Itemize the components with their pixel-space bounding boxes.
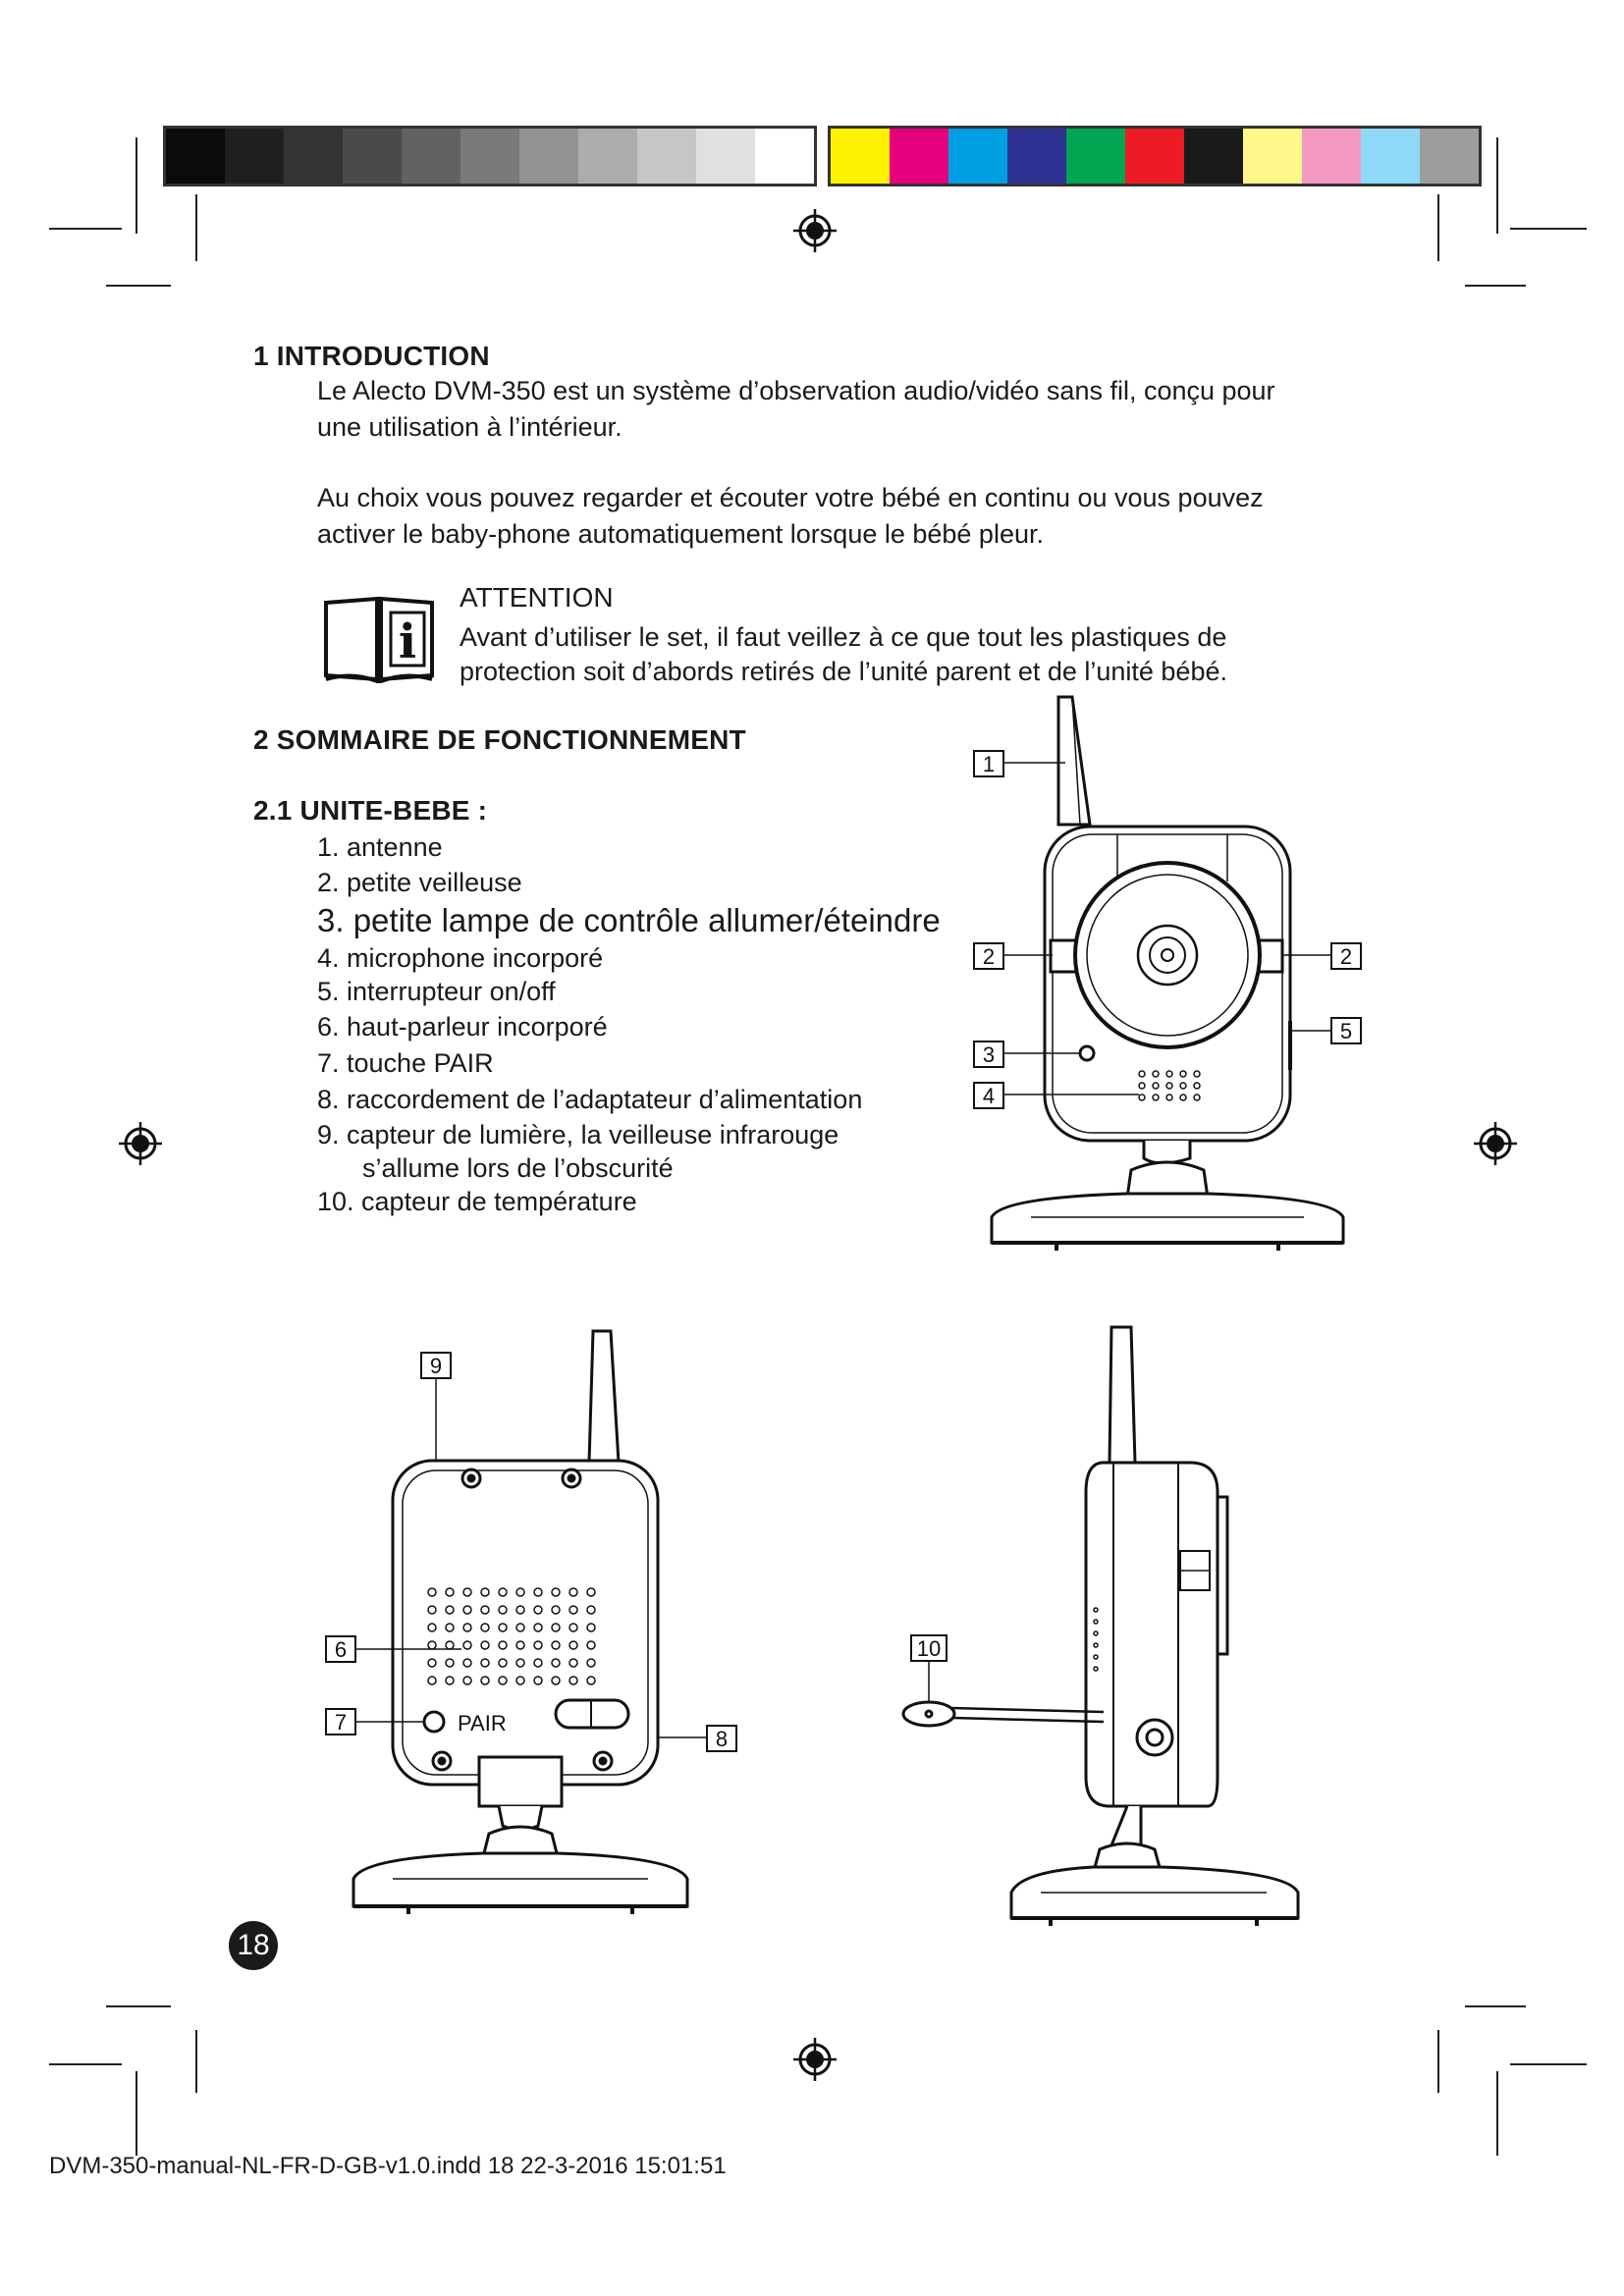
callout-label: 1 xyxy=(982,752,996,776)
callout-label: 4 xyxy=(982,1084,996,1108)
registration-mark-left xyxy=(116,1119,165,1168)
attention-text xyxy=(460,620,1343,689)
color-swatch xyxy=(1184,129,1243,184)
callout-label: 10 xyxy=(916,1636,942,1661)
callout-label: 2 xyxy=(982,944,996,969)
svg-text:i: i xyxy=(398,614,417,669)
list-item: 8. raccordement de l’adaptateur d’alimentation xyxy=(317,1085,863,1114)
process-color-bar xyxy=(828,126,1482,187)
color-swatch xyxy=(343,129,402,184)
color-swatch xyxy=(519,129,578,184)
callout-label: 8 xyxy=(715,1727,729,1751)
color-swatch xyxy=(402,129,460,184)
registration-mark-top xyxy=(790,206,839,255)
color-swatch xyxy=(890,129,948,184)
color-swatch xyxy=(696,129,755,184)
list-item: 4. microphone incorporé xyxy=(317,943,604,973)
color-swatch xyxy=(948,129,1007,184)
callout-label: 9 xyxy=(429,1354,443,1378)
text-line: Au choix vous pouvez regarder et écouter votre bébé en continu ou vous pouvez xyxy=(317,483,1264,512)
text-line: Avant d’utiliser le set, il faut veillez à ce que tout les plastiques de xyxy=(460,622,1227,652)
list-item: 10. capteur de température xyxy=(317,1187,637,1216)
pair-label: PAIR xyxy=(458,1711,507,1735)
camera-back-view-diagram xyxy=(314,1315,746,1924)
color-swatch xyxy=(1420,129,1479,184)
callout-label: 3 xyxy=(982,1042,996,1067)
page-number-badge: 18 xyxy=(229,1921,278,1970)
registration-mark-right xyxy=(1471,1119,1520,1168)
color-swatch xyxy=(1125,129,1184,184)
color-swatch xyxy=(755,129,814,184)
list-item: 6. haut-parleur incorporé xyxy=(317,1012,608,1041)
camera-side-view-diagram xyxy=(884,1315,1335,1944)
text-line: activer le baby-phone automatiquement lorsque le bébé pleur. xyxy=(317,519,1044,549)
text-line: Le Alecto DVM-350 est un système d’observation audio/vidéo sans fil, conçu pour xyxy=(317,376,1275,405)
registration-mark-bottom xyxy=(790,2035,839,2084)
color-swatch xyxy=(578,129,637,184)
color-swatch xyxy=(1302,129,1361,184)
list-item: 2. petite veilleuse xyxy=(317,868,522,897)
color-swatch xyxy=(460,129,519,184)
info-book-icon xyxy=(320,591,438,685)
section-heading-summary: 2 SOMMAIRE DE FONCTIONNEMENT xyxy=(253,724,746,755)
color-swatch xyxy=(1243,129,1302,184)
grayscale-color-bar xyxy=(163,126,817,187)
color-swatch xyxy=(225,129,284,184)
callout-label: 7 xyxy=(334,1710,348,1735)
color-swatch xyxy=(831,129,890,184)
camera-front-view-diagram xyxy=(962,687,1394,1306)
subsection-heading-baby-unit: 2.1 UNITE-BEBE : xyxy=(253,795,488,826)
list-item: 3. petite lampe de contrôle allumer/éteindre xyxy=(317,902,941,938)
intro-paragraph-2 xyxy=(317,480,1495,553)
text-line: une utilisation à l’intérieur. xyxy=(317,412,623,442)
color-swatch xyxy=(166,129,225,184)
color-swatch xyxy=(284,129,343,184)
intro-paragraph-1 xyxy=(317,373,1495,446)
color-swatch xyxy=(1007,129,1066,184)
section-heading-introduction: 1 INTRODUCTION xyxy=(253,341,490,371)
callout-label: 2 xyxy=(1339,944,1353,969)
list-item: 1. antenne xyxy=(317,832,443,862)
callout-label: 5 xyxy=(1339,1019,1353,1043)
list-item: 7. touche PAIR xyxy=(317,1048,494,1078)
baby-unit-parts-list xyxy=(317,829,941,1218)
text-line: protection soit d’abords retirés de l’unité parent et de l’unité bébé. xyxy=(460,657,1227,686)
list-item-continuation: s’allume lors de l’obscurité xyxy=(362,1153,674,1183)
color-swatch xyxy=(637,129,696,184)
color-swatch xyxy=(1361,129,1420,184)
callout-label: 6 xyxy=(334,1637,348,1662)
list-item: 5. interrupteur on/off xyxy=(317,977,556,1006)
list-item: 9. capteur de lumière, la veilleuse infrarouge xyxy=(317,1120,839,1149)
print-slug-footer: DVM-350-manual-NL-FR-D-GB-v1.0.indd 18 22-3-2016 15:01:51 xyxy=(49,2153,727,2179)
color-swatch xyxy=(1066,129,1125,184)
attention-title: ATTENTION xyxy=(460,582,614,613)
